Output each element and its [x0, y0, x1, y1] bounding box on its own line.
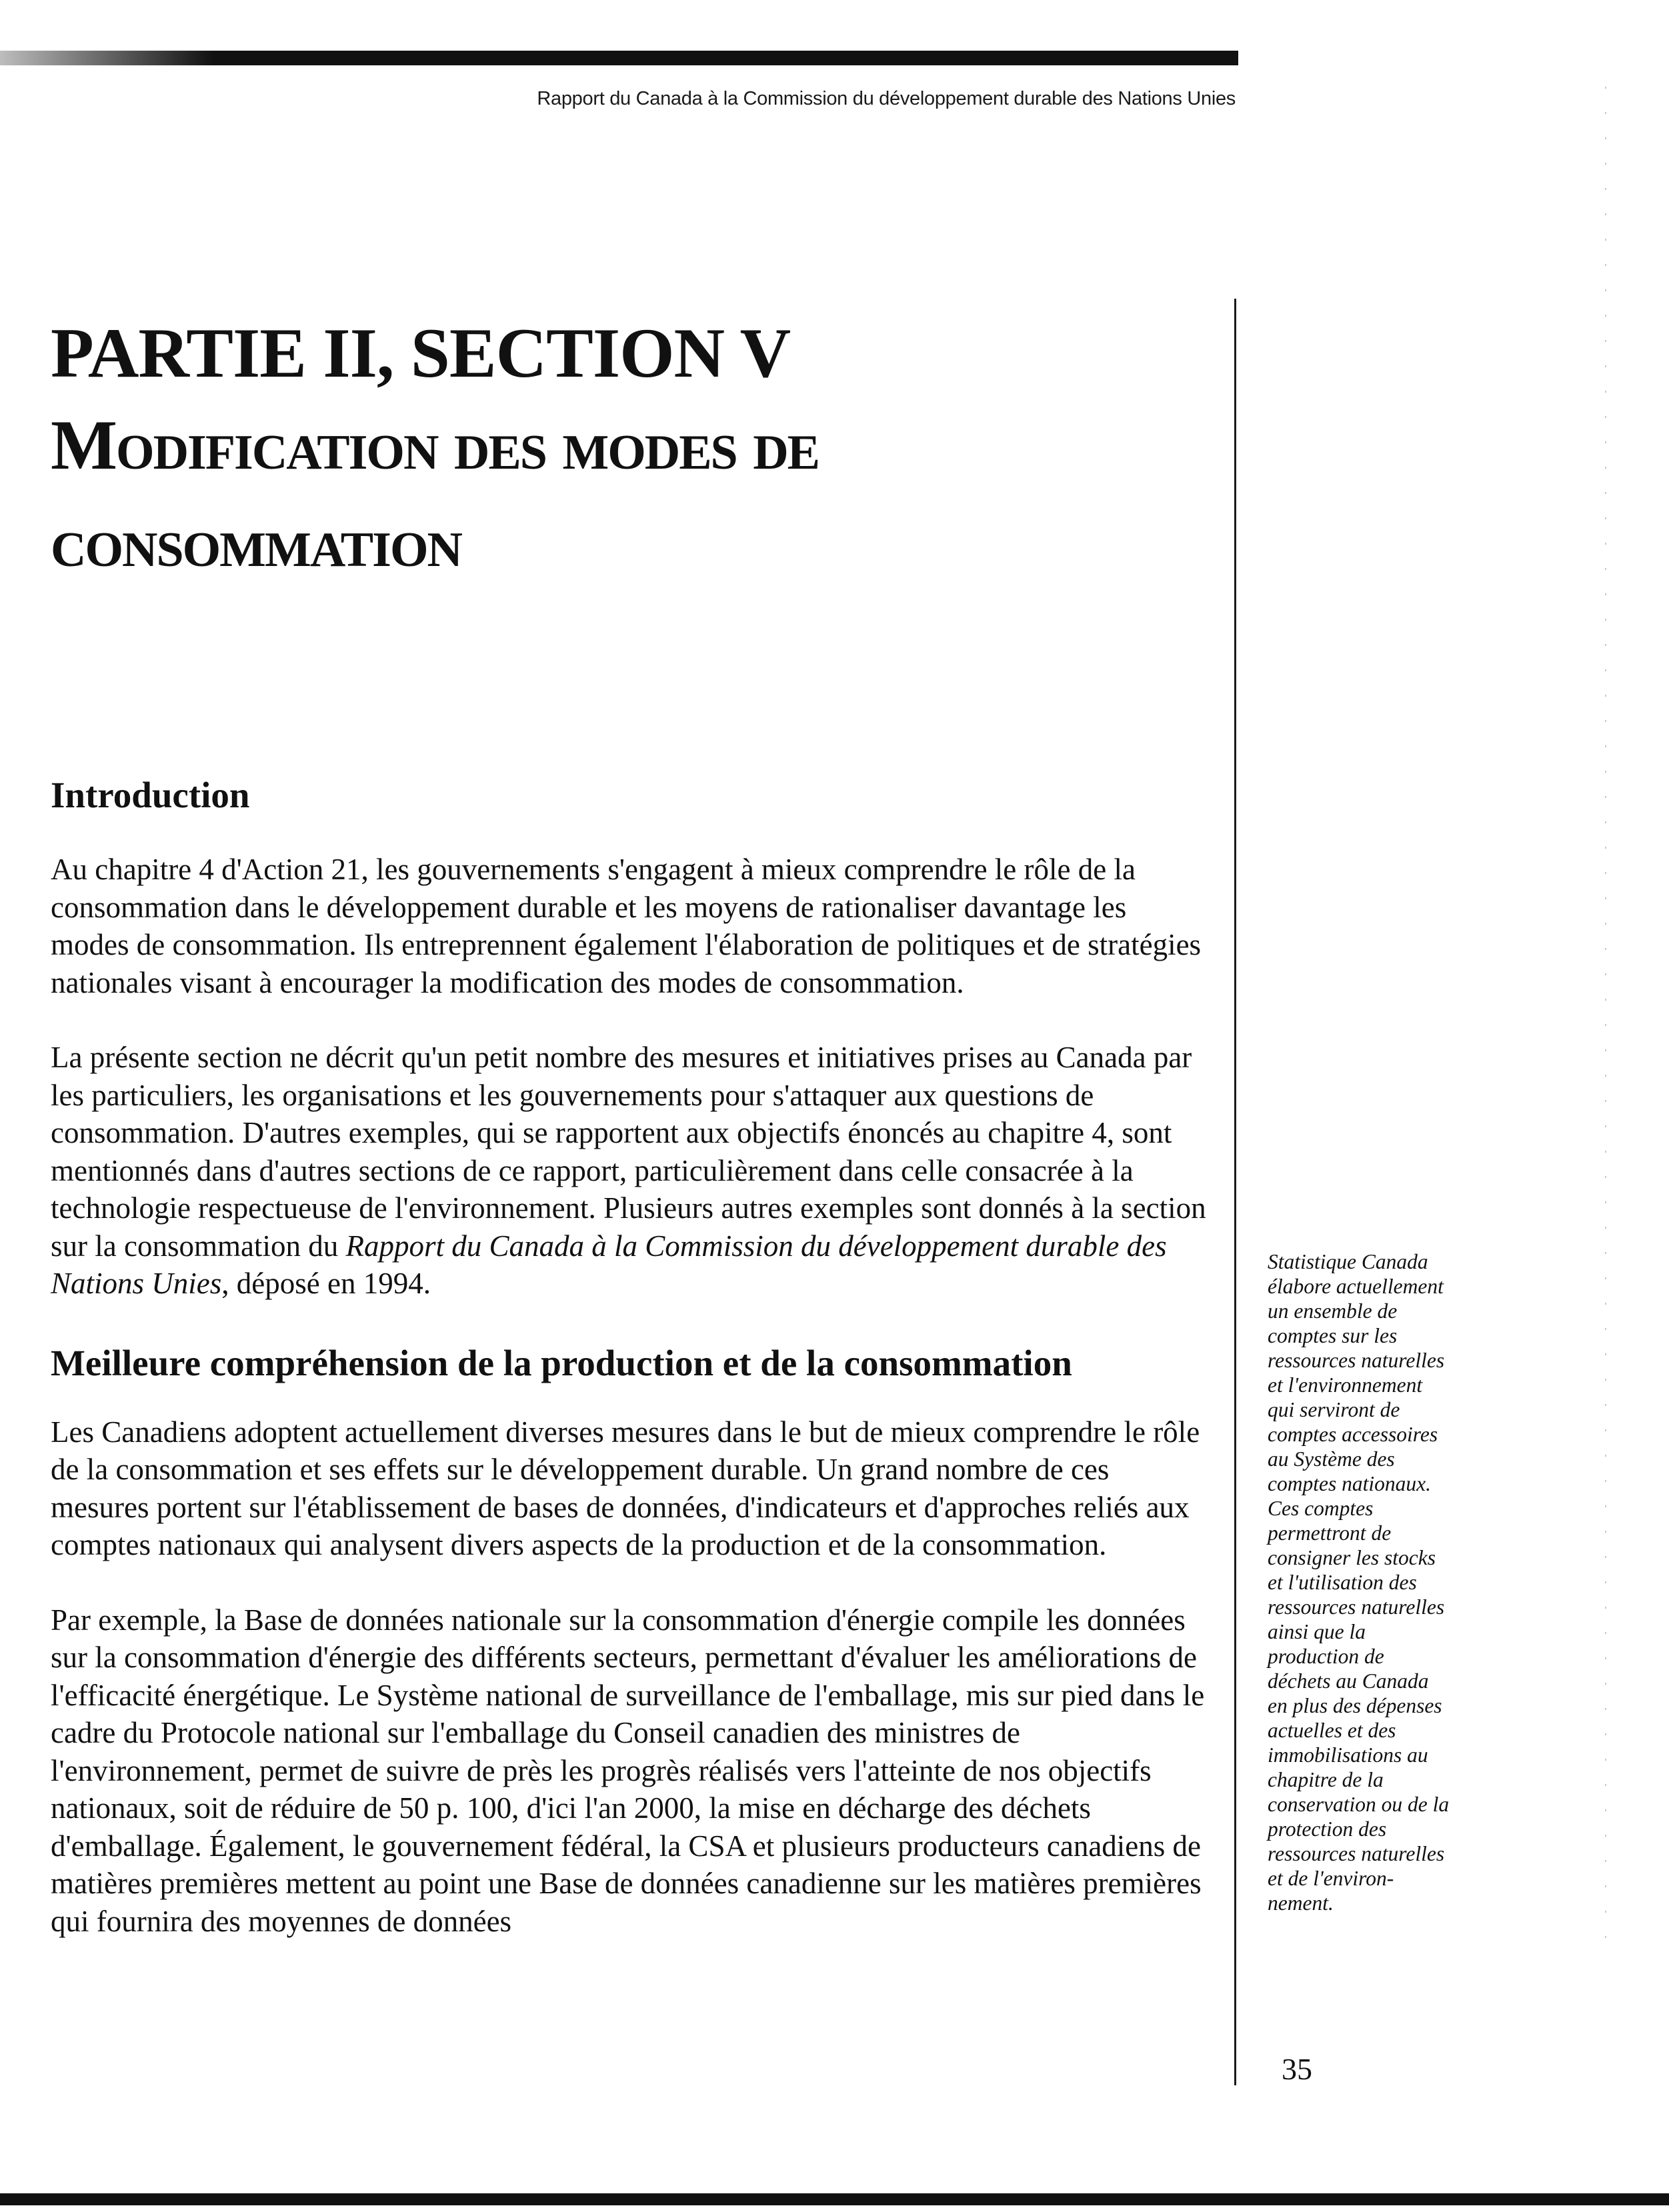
- sidebar-line: élabore actuellement: [1268, 1275, 1444, 1298]
- sidebar-line: actuelles et des: [1268, 1719, 1396, 1742]
- sidebar-line: au Système des: [1268, 1447, 1395, 1471]
- sidebar-line: consigner les stocks: [1268, 1546, 1436, 1569]
- sidebar-line: et l'utilisation des: [1268, 1571, 1417, 1594]
- page-title: [51, 310, 1211, 591]
- sidebar-line: ressources naturelles: [1268, 1842, 1445, 1865]
- sidebar-line: ressources naturelles: [1268, 1349, 1445, 1372]
- bottom-rule: [0, 2193, 1669, 2205]
- sidebar-line: comptes nationaux.: [1268, 1472, 1431, 1495]
- section-heading-understanding: Meilleure compréhension de la production et de la consommation: [51, 1342, 1072, 1383]
- title-line-part-section: PARTIE II, SECTION V: [51, 314, 791, 392]
- sidebar-line: Ces comptes: [1268, 1497, 1374, 1520]
- paragraph: Par exemple, la Base de données nationale sur la consommation d'énergie compile les données sur la consommation d'énergie des différents secteurs, permettant d'évaluer les améliorations de l'efficacité énergétique. Le Système national de surveillance de l'emballage, mis sur pied dans le cadre du Protocole national sur l'emballage du Conseil canadien des ministres de l'environnement, permet de suivre de près les progrès réalisés vers l'atteinte de nos objectifs nationaux, soit de réduire de 50 p. 100, d'ici l'an 2000, la mise en décharge des déchets d'emballage. Également, le gouvernement fédéral, la CSA et plusieurs producteurs canadiens de matières premières mettent au point une Base de données canadienne sur les matières premières qui fournira des moyennes de données: [51, 1603, 1205, 1938]
- report-title-citation: Rapport du Canada à la Commission du développement durable des Nations Unies: [51, 1229, 1167, 1300]
- title-line-modification: Modification des modes de: [51, 406, 819, 484]
- running-header: Rapport du Canada à la Commission du développement durable des Nations Unies: [537, 88, 1236, 109]
- sidebar-line: permettront de: [1268, 1521, 1392, 1545]
- sidebar-line: et de l'environ-: [1268, 1867, 1394, 1890]
- section-heading-introduction: Introduction: [51, 775, 250, 815]
- sidebar-line: protection des: [1268, 1817, 1387, 1841]
- main-text: [51, 772, 1211, 1940]
- sidebar-line: ainsi que la: [1268, 1620, 1366, 1643]
- sidebar-line: comptes accessoires: [1268, 1423, 1438, 1446]
- sidebar-line: immobilisations au: [1268, 1743, 1428, 1767]
- sidebar-line: nement.: [1268, 1891, 1334, 1915]
- title-line-consommation: consommation: [51, 503, 461, 581]
- paragraph: Les Canadiens adoptent actuellement diverses mesures dans le but de mieux comprendre le rôle de la consommation et ses effets sur le développement durable. Un grand nombre de ces mesures portent sur l'établissement de bases de données, d'indicateurs et d'approches reliés aux comptes nationaux qui analysent divers aspects de la production et de la consommation.: [51, 1415, 1200, 1561]
- sidebar-line: Statistique Canada: [1268, 1250, 1428, 1273]
- sidebar-line: en plus des dépenses: [1268, 1694, 1442, 1717]
- sidebar-line: qui serviront de: [1268, 1398, 1400, 1421]
- sidebar-line: chapitre de la: [1268, 1768, 1384, 1791]
- top-rule: [0, 51, 1238, 65]
- sidebar-note: [1268, 1249, 1488, 1915]
- page-number: 35: [1282, 2052, 1312, 2086]
- paragraph: [51, 1039, 1211, 1303]
- sidebar-line: production de: [1268, 1645, 1384, 1668]
- sidebar-line: conservation ou de la: [1268, 1793, 1450, 1816]
- paragraph: Au chapitre 4 d'Action 21, les gouvernements s'engagent à mieux comprendre le rôle de la consommation dans le développement durable et les moyens de rationaliser davantage les modes de consommation. Ils entreprennent également l'élaboration de politiques et de stratégies nationales visant à encourager la modification des modes de consommation.: [51, 853, 1202, 999]
- paragraph-text: La présente section ne décrit qu'un petit nombre des mesures et initiatives prises au Canada par les particuliers, les organisations et les gouvernements pour s'attaquer aux questions de consommation. D'autres exemples, qui se rapportent aux objectifs énoncés au chapitre 4, sont mentionnés dans d'autres sections de ce rapport, particulièrement dans celle consacrée à la technologie respectueuse de l'environnement. Plusieurs autres exemples sont donnés à la section sur la consommation du: [51, 1041, 1206, 1263]
- scan-edge-marks: [1605, 87, 1606, 1953]
- sidebar-line: déchets au Canada: [1268, 1669, 1429, 1693]
- sidebar-line: et l'environnement: [1268, 1373, 1423, 1397]
- sidebar-line: comptes sur les: [1268, 1324, 1398, 1347]
- paragraph-text: , déposé en 1994.: [221, 1267, 431, 1300]
- margin-divider: [1234, 299, 1236, 2085]
- sidebar-line: un ensemble de: [1268, 1299, 1398, 1323]
- sidebar-line: ressources naturelles: [1268, 1595, 1445, 1619]
